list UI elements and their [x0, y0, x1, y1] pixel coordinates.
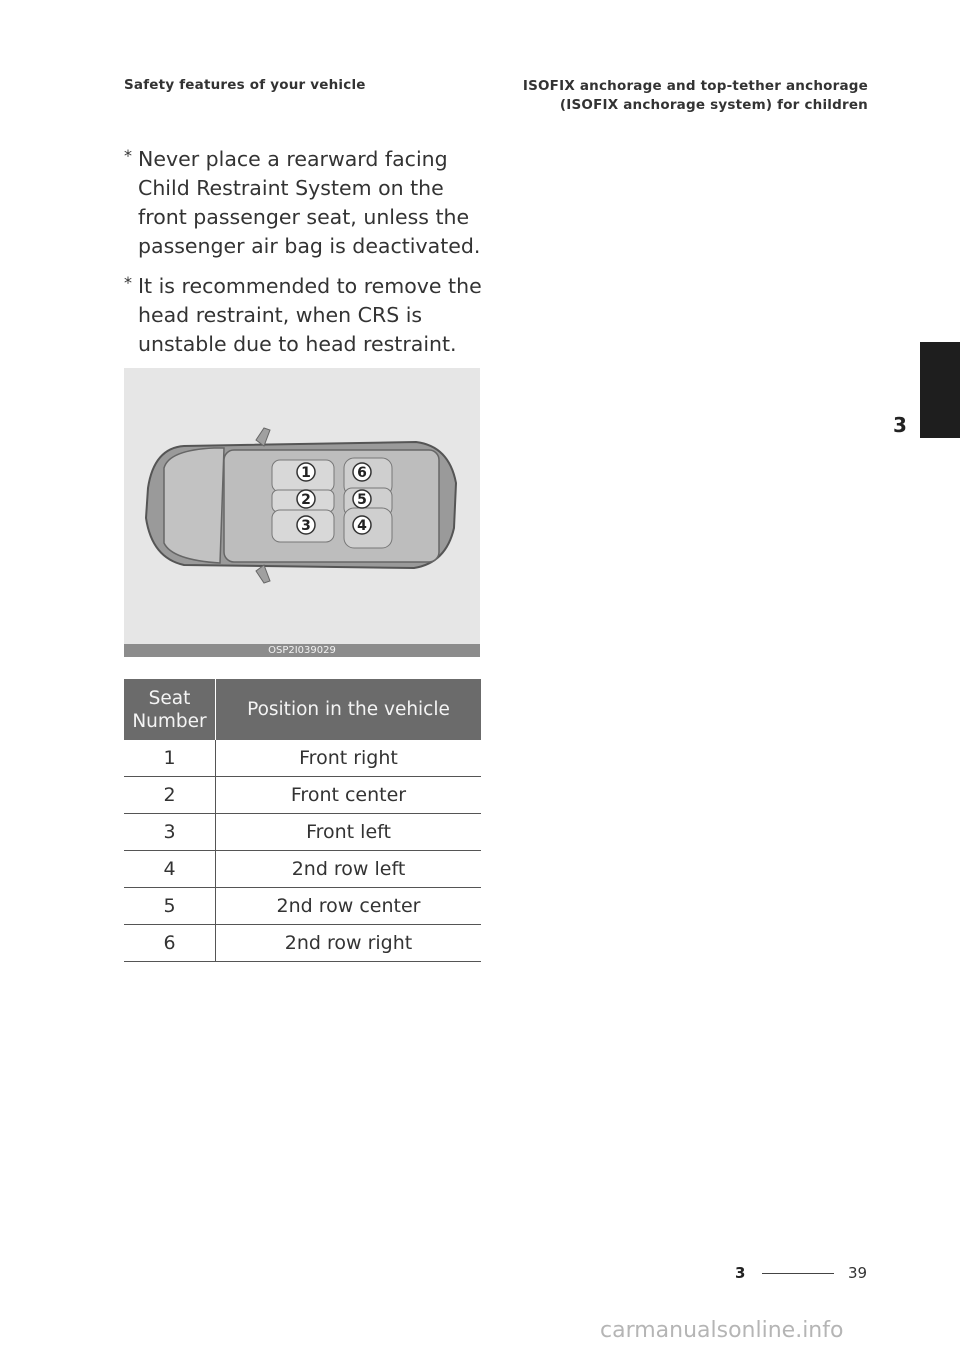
chapter-side-tab: [920, 342, 960, 438]
seat-number-cell: 1: [124, 740, 216, 777]
table-row: [124, 777, 481, 814]
position-cell: Front center: [216, 777, 482, 814]
car-top-view-icon: [124, 368, 480, 644]
seat-label-1: 1: [301, 465, 311, 481]
table-row: [124, 851, 481, 888]
table-row: [124, 925, 481, 962]
note-marker: *: [124, 146, 132, 165]
header-seat-number: Seat Number: [124, 679, 216, 740]
table-row: [124, 888, 481, 925]
seat-label-5: 5: [357, 492, 367, 508]
note-head-restraint: [124, 272, 498, 359]
running-header-section: Safety features of your vehicle: [124, 77, 366, 93]
note-marker: *: [124, 273, 132, 292]
position-cell: 2nd row right: [216, 925, 482, 962]
footer-divider: [762, 1273, 834, 1274]
running-header-topic-line1: ISOFIX anchorage and top-tether anchorage: [522, 78, 868, 94]
watermark: carmanualsonline.info: [600, 1318, 844, 1343]
seat-label-6: 6: [357, 465, 367, 481]
position-cell: 2nd row left: [216, 851, 482, 888]
seat-number-cell: 3: [124, 814, 216, 851]
vehicle-seat-diagram: [124, 368, 480, 657]
chapter-side-tab-number: 3: [893, 413, 907, 437]
position-cell: Front left: [216, 814, 482, 851]
seat-number-cell: 4: [124, 851, 216, 888]
position-cell: Front right: [216, 740, 482, 777]
header-position: Position in the vehicle: [216, 679, 482, 740]
footer-chapter-number: 3: [735, 1264, 746, 1282]
note-text: Never place a rearward facing Child Restraint System on the front passenger seat, unless the passenger air bag is deactivated.: [138, 147, 481, 258]
table-header-row: [124, 679, 481, 740]
seat-label-2: 2: [301, 492, 311, 508]
table-row: [124, 740, 481, 777]
figure-code: OSP2I039029: [124, 644, 480, 657]
seat-number-cell: 6: [124, 925, 216, 962]
note-text: It is recommended to remove the head restraint, when CRS is unstable due to head restraint.: [138, 274, 482, 356]
seat-label-3: 3: [301, 518, 311, 534]
running-header-topic-line2: (ISOFIX anchorage system) for children: [559, 97, 868, 113]
table-row: [124, 814, 481, 851]
position-cell: 2nd row center: [216, 888, 482, 925]
note-rearward-crs: [124, 145, 498, 261]
running-header-topic: [523, 77, 868, 115]
seat-number-cell: 5: [124, 888, 216, 925]
seat-number-cell: 2: [124, 777, 216, 814]
seat-position-table: [124, 679, 481, 962]
footer-page-number: 39: [848, 1264, 868, 1282]
seat-label-4: 4: [357, 518, 367, 534]
